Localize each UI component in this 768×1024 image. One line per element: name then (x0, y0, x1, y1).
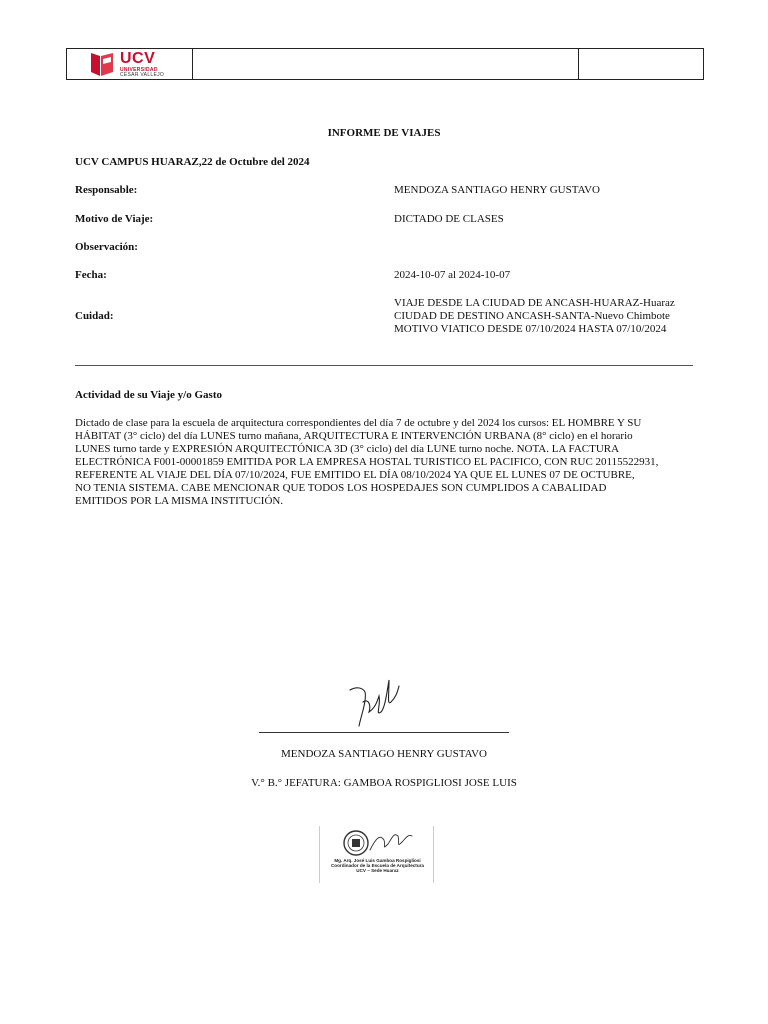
field-label: Fecha: (75, 269, 107, 281)
header-table (66, 48, 704, 80)
logo-line2: CÉSAR VALLEJO (120, 71, 165, 78)
body-line: Dictado de clase para la escuela de arquitectura correspondientes del día 7 de octubre y del 2024 los cursos: EL HOMBRE Y SU (75, 417, 642, 429)
stamp-line: Coordinador de la Escuela de Arquitectura (330, 863, 424, 869)
logo-cell (67, 49, 193, 79)
ucv-shield-icon (89, 50, 117, 78)
body-line: EMITIDOS POR LA MISMA INSTITUCIÓN. (75, 495, 284, 507)
field-label: Cuidad: (75, 310, 114, 322)
campus-date: UCV CAMPUS HUARAZ,22 de Octubre del 2024 (75, 156, 310, 168)
field-value: MENDOZA SANTIAGO HENRY GUSTAVO (394, 184, 600, 196)
stamp-line: UCV – Sede Huaraz (356, 868, 399, 874)
logo-brand: UCV (120, 49, 156, 67)
value-line: VIAJE DESDE LA CIUDAD DE ANCASH-HUARAZ-Huaraz (394, 297, 675, 309)
value-line: CIUDAD DE DESTINO ANCASH-SANTA-Nuevo Chimbote (394, 310, 670, 322)
logo-line1: UNIVERSIDAD (120, 66, 158, 73)
body-line: ELECTRÓNICA F001-00001859 EMITIDA POR LA EMPRESA HOSTAL TURISTICO EL PACIFICO, CON RUC 20115522931, (75, 456, 659, 468)
body-line: HÁBITAT (3° ciclo) del día LUNES turno mañana, ARQUITECTURA E INTERVENCIÓN URBANA (8° ciclo) en el horario (75, 430, 633, 442)
field-label: Motivo de Viaje: (75, 213, 154, 225)
stamp-line: Mg. Arq. José Luis Gamboa Rospigliosi (334, 858, 421, 863)
activity-title: Actividad de su Viaje y/o Gasto (75, 389, 222, 401)
report-title: INFORME DE VIAJES (327, 127, 441, 139)
field-value: DICTADO DE CLASES (394, 213, 504, 225)
field-label: Observación: (75, 241, 138, 253)
header-middle-cell (193, 49, 579, 79)
field-label: Responsable: (75, 184, 138, 196)
field-value (394, 297, 704, 336)
seal-icon (342, 828, 414, 858)
body-line: REFERENTE AL VIAJE DEL DÍA 07/10/2024, FUE EMITIDO EL DÍA 08/10/2024 YA QUE EL LUNES 07 DE OCTUBRE, (75, 469, 635, 481)
ucv-logo (89, 50, 164, 78)
section-divider (75, 365, 693, 366)
body-line: LUNES turno tarde y EXPRESIÓN ARQUITECTÓNICA 3D (3° ciclo) del día LUNE turno noche. NOTA. LA FACTURA (75, 443, 620, 455)
signer-name: MENDOZA SANTIAGO HENRY GUSTAVO (281, 748, 487, 760)
body-line: NO TENIA SISTEMA. CABE MENCIONAR QUE TODOS LOS HOSPEDAJES SON CUMPLIDOS A CABALIDAD (75, 482, 607, 494)
value-line: MOTIVO VIATICO DESDE 07/10/2024 HASTA 07/10/2024 (394, 323, 667, 335)
handwritten-signature (345, 672, 405, 732)
signature-line (259, 732, 509, 733)
coordinator-stamp (319, 826, 434, 883)
approval-line: V.° B.° JEFATURA: GAMBOA ROSPIGLIOSI JOSE LUIS (251, 777, 517, 789)
activity-body (75, 417, 695, 508)
field-value: 2024-10-07 al 2024-10-07 (394, 269, 511, 281)
header-right-cell (579, 49, 703, 79)
